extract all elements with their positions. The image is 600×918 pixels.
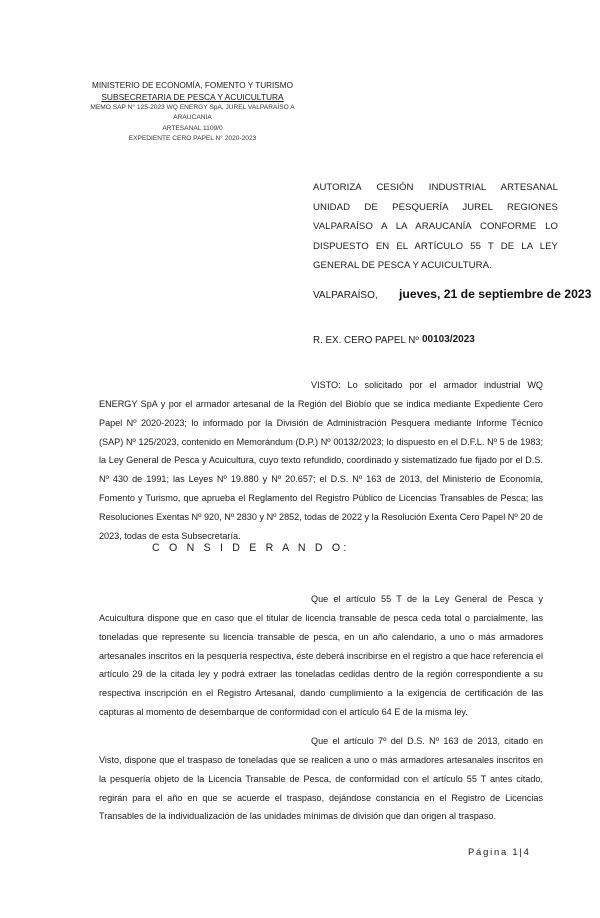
expediente-reference: EXPEDIENTE CERO PAPEL N° 2020-2023	[128, 135, 257, 143]
considerando-text-2: Que el artículo 7º del D.S. Nº 163 de 2013, citado en Visto, dispone que el traspaso de toneladas que se realicen a uno o más armadores artesanales inscritos en la pesquería objeto de la Licencia Transable de Pesca, de conformidad con el artículo 55 T antes citado, regirán para el año en que se acuerde el traspaso, dejándose constancia en el Registro de Licencias Transables de la individualización de las unidades mínimas de división que dan origen al traspaso.	[99, 736, 543, 822]
place-label: VALPARAÍSO,	[313, 290, 378, 301]
resolution-title: AUTORIZA CESIÓN INDUSTRIAL ARTESANAL UNIDAD DE PESQUERÍA JUREL REGIONES VALPARAÍSO A LA ARAUCANÍA CONFORME LO DISPUESTO EN EL ARTÍCULO 55 T DE LA LEY GENERAL DE PESCA Y ACUICULTURA.	[313, 182, 558, 272]
undersecretariat-name: SUBSECRETARIA DE PESCA Y ACUICULTURA	[101, 91, 284, 102]
considerando-text-1: Que el artículo 55 T de la Ley General de Pesca y Acuicultura dispone que en caso que el titular de licencia transable de pesca ceda total o parcialmente, las toneladas que represente su licencia transable de pesca, en un año calendario, a uno o más armadores artesanales inscritos en la pesquería respectiva, éste deberá inscribirse en el registro a que hace referencia el artículo 29 de la citada ley y podrá extraer las toneladas cedidas dentro de la región correspondiente a su respectiva inscripción en el Registro Artesanal, dando cumplimiento a la exigencia de certificación de las capturas al momento de desembarque de conformidad con el artículo 64 E de la misma ley.	[99, 594, 543, 718]
memo-reference: MEMO SAP N° 125-2023 WQ ENERGY SpA, JUREL VALPARAÍSO A	[90, 104, 295, 111]
considerando-heading: C O N S I D E R A N D O:	[152, 542, 350, 554]
resolution-number: 00103/2023	[422, 334, 475, 345]
resolution-label: R. EX. CERO PAPEL Nº	[313, 335, 419, 346]
region-reference: ARAUCANIA	[173, 114, 212, 122]
visto-paragraph	[99, 376, 543, 546]
document-header	[60, 80, 325, 145]
considerando-paragraph-1	[99, 590, 543, 722]
page-number: Página 1|4	[468, 846, 531, 857]
resolution-date: jueves, 21 de septiembre de 2023	[399, 287, 592, 301]
sector-reference: ARTESANAL 1109/0	[162, 124, 223, 132]
considerando-paragraph-2	[99, 732, 543, 826]
visto-text: VISTO: Lo solicitado por el armador industrial WQ ENERGY SpA y por el armador artesanal de la Región del Biobío que se indica mediante Expediente Cero Papel Nº 2020-2023; lo informado por la División de Administración Pesquera mediante Informe Técnico (SAP) Nº 125/2023, contenido en Memorándum (D.P.) Nº 00132/2023; lo dispuesto en el D.F.L. Nº 5 de 1983; la Ley General de Pesca y Acuicultura, cuyo texto refundido, coordinado y sistematizado fue fijado por el D.S. Nº 430 de 1991; las Leyes Nº 19.880 y Nº 20.657; el D.S. Nº 163 de 2013, del Ministerio de Economía, Fomento y Turismo, que aprueba el Reglamento del Registro Público de Licencias Transables de Pesca; las Resoluciones Exentas Nº 920, Nº 2830 y Nº 2852, todas de 2022 y la Resolución Exenta Cero Papel Nº 20 de 2023, todas de esta Subsecretaría.	[99, 380, 543, 541]
ministry-name: MINISTERIO DE ECONOMÍA, FOMENTO Y TURISMO	[92, 81, 293, 90]
